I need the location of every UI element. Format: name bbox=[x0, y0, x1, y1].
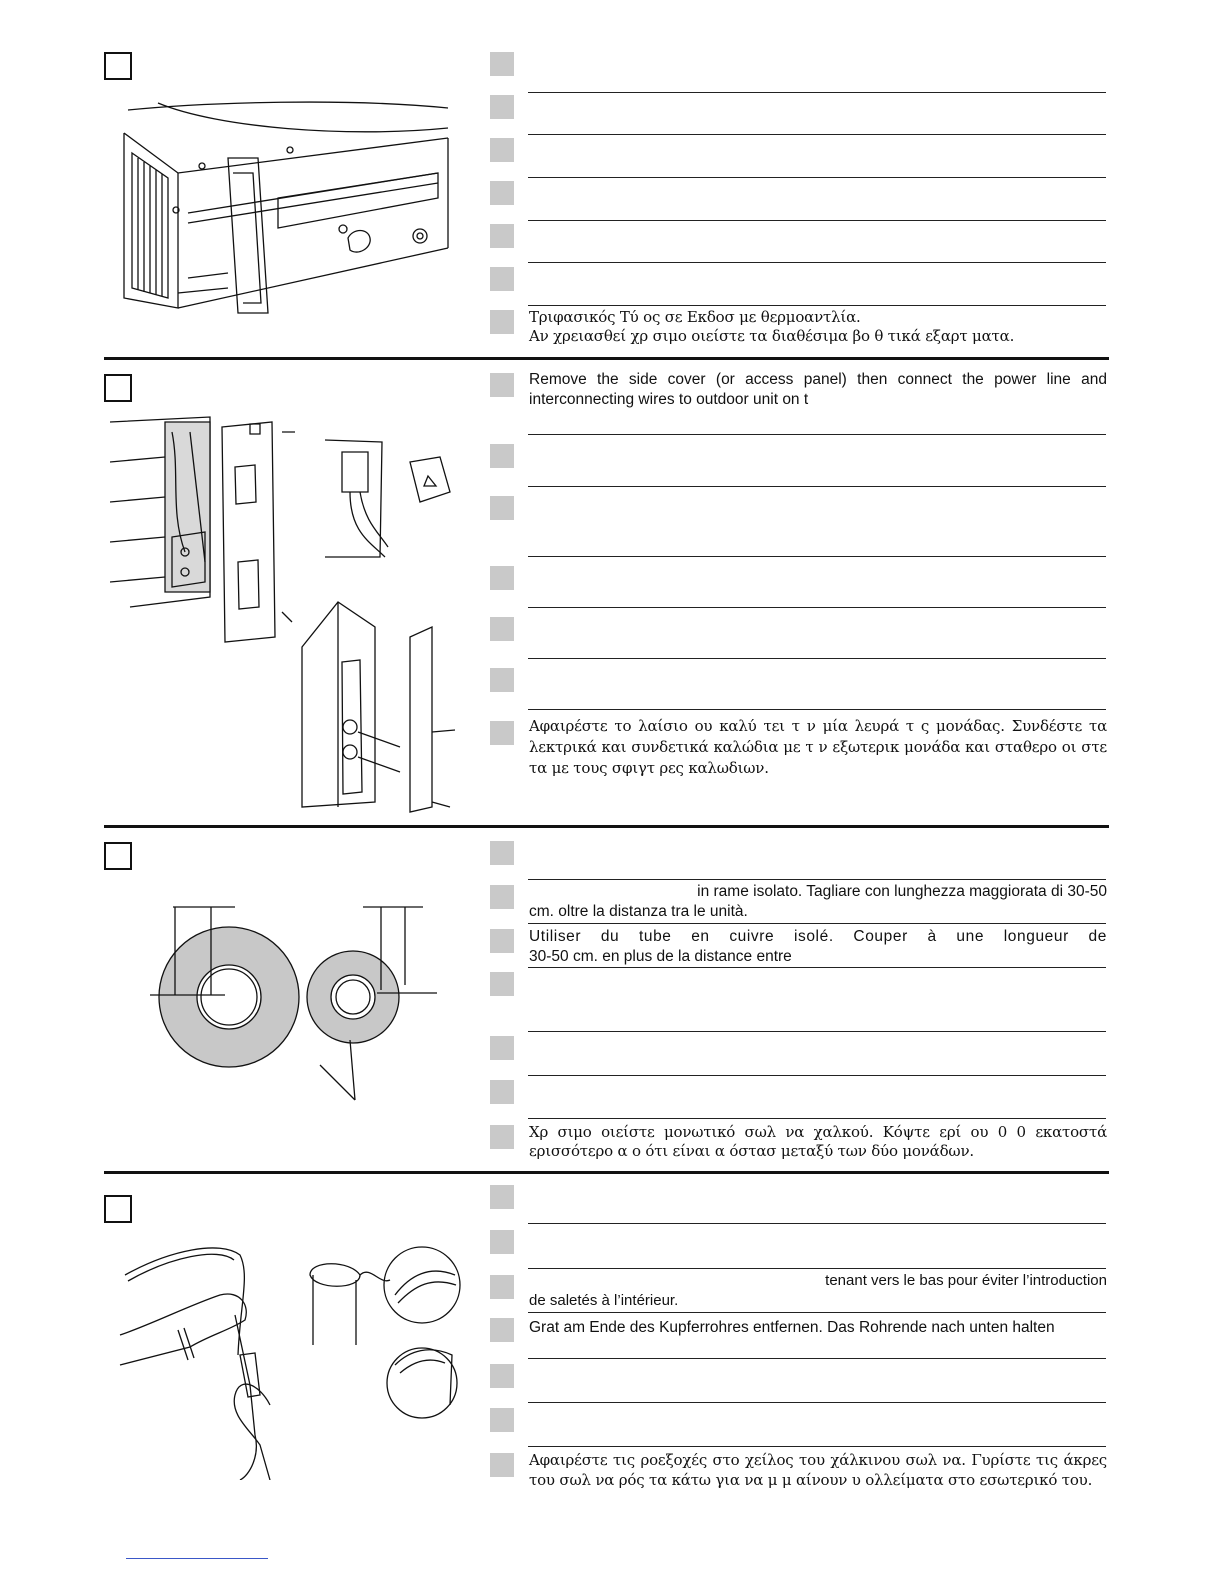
section-divider bbox=[104, 1171, 1109, 1174]
outdoor-unit-bracket-illustration bbox=[118, 98, 468, 323]
rule-line bbox=[528, 305, 1106, 306]
row-square bbox=[490, 1185, 514, 1209]
row-square bbox=[490, 668, 514, 692]
italian-instruction-b: cm. oltre la distanza tra le unità. bbox=[529, 903, 748, 920]
french-instruction-4a: tenant vers le bas pour éviter l’introduction bbox=[825, 1272, 1107, 1289]
rule-line bbox=[528, 1075, 1106, 1076]
step-box-4 bbox=[104, 1195, 132, 1223]
insulated-pipe-cross-section-illustration bbox=[145, 895, 445, 1110]
row-square bbox=[490, 310, 514, 334]
greek-instruction-3a: Χρ σιμο οιείστε μονωτικό σωλ να χαλκού. Κόψτε ερί ου 0 0 εκατοστά bbox=[529, 1123, 1107, 1141]
greek-instruction-1b: Αν χρειασθεί χρ σιμο οιείστε τα διαθέσιμα βο θ τικά εξαρτ ματα. bbox=[529, 327, 1015, 345]
section-divider bbox=[104, 357, 1109, 360]
row-square bbox=[490, 1275, 514, 1299]
row-square bbox=[490, 1364, 514, 1388]
footer-link-underline[interactable] bbox=[126, 1558, 268, 1559]
row-square bbox=[490, 1080, 514, 1104]
step-box-2 bbox=[104, 374, 132, 402]
rule-line bbox=[528, 1312, 1106, 1313]
row-square bbox=[490, 444, 514, 468]
row-square bbox=[490, 496, 514, 520]
rule-line bbox=[528, 1223, 1106, 1224]
rule-line bbox=[528, 1402, 1106, 1403]
row-square bbox=[490, 95, 514, 119]
row-square bbox=[490, 885, 514, 909]
rule-line bbox=[528, 1268, 1106, 1269]
rule-line bbox=[528, 92, 1106, 93]
rule-line bbox=[528, 967, 1106, 968]
row-square bbox=[490, 841, 514, 865]
row-square bbox=[490, 566, 514, 590]
row-square bbox=[490, 1453, 514, 1477]
row-square bbox=[490, 1036, 514, 1060]
section-divider bbox=[104, 825, 1109, 828]
row-square bbox=[490, 721, 514, 745]
row-square bbox=[490, 181, 514, 205]
french-instruction-b: 30-50 cm. en plus de la distance entre bbox=[529, 948, 792, 965]
row-square bbox=[490, 972, 514, 996]
step-box-1 bbox=[104, 52, 132, 80]
rule-line bbox=[528, 556, 1106, 557]
greek-instruction-1a: Τριφασικός Τύ ος σε Εκδοσ με θερμοαντλία. bbox=[529, 308, 861, 326]
row-square bbox=[490, 52, 514, 76]
greek-instruction-2: Αφαιρέστε το λαίσιο ου καλύ τει τ ν μία λευρά τ ς μονάδας. Συνδέστε τα λεκτρικά και συνδετικά καλώδια με τ ν εξωτερικ μονάδα και σταθερο οι στε τα με τους σφιγτ ρες καλωδιων. bbox=[529, 717, 1107, 777]
rule-line bbox=[528, 1446, 1106, 1447]
rule-line bbox=[528, 134, 1106, 135]
rule-line bbox=[528, 486, 1106, 487]
row-square bbox=[490, 267, 514, 291]
row-square bbox=[490, 617, 514, 641]
english-instruction: Remove the side cover (or access panel) then connect the power line and interconnecting wires to outdoor unit on t bbox=[529, 371, 1107, 408]
row-square bbox=[490, 138, 514, 162]
rule-line bbox=[528, 1031, 1106, 1032]
pipe-deburring-illustration bbox=[110, 1235, 470, 1480]
greek-instruction-3b: ερισσότερο α ο ότι είναι α όστασ μεταξύ των δύο μονάδων. bbox=[529, 1142, 974, 1160]
rule-line bbox=[528, 434, 1106, 435]
row-square bbox=[490, 1408, 514, 1432]
rule-line bbox=[528, 177, 1106, 178]
side-cover-wiring-illustration bbox=[110, 412, 470, 814]
rule-line bbox=[528, 658, 1106, 659]
rule-line bbox=[528, 923, 1106, 924]
rule-line bbox=[528, 709, 1106, 710]
greek-instruction-4b: του σωλ να ρός τα κάτω για να μ μ αίνουν υ ολλείματα στο εσωτερικό του. bbox=[529, 1471, 1093, 1489]
rule-line bbox=[528, 1358, 1106, 1359]
italian-instruction-a: in rame isolato. Tagliare con lunghezza maggiorata di 30-50 bbox=[697, 883, 1107, 900]
greek-instruction-4a: Αφαιρέστε τις ροεξοχές στο χείλος του χάλκινου σωλ να. Γυρίστε τις άκρες bbox=[529, 1451, 1107, 1469]
rule-line bbox=[528, 879, 1106, 880]
row-square bbox=[490, 373, 514, 397]
row-square bbox=[490, 1125, 514, 1149]
rule-line bbox=[528, 1118, 1106, 1119]
french-instruction-a: Utiliser du tube en cuivre isolé. Couper à une longueur de bbox=[529, 928, 1107, 945]
row-square bbox=[490, 1318, 514, 1342]
rule-line bbox=[528, 262, 1106, 263]
row-square bbox=[490, 224, 514, 248]
rule-line bbox=[528, 607, 1106, 608]
step-box-3 bbox=[104, 842, 132, 870]
french-instruction-4b: de saletés à l’intérieur. bbox=[529, 1292, 679, 1309]
rule-line bbox=[528, 220, 1106, 221]
row-square bbox=[490, 929, 514, 953]
german-instruction: Grat am Ende des Kupferrohres entfernen. Das Rohrende nach unten halten bbox=[529, 1319, 1055, 1336]
row-square bbox=[490, 1230, 514, 1254]
